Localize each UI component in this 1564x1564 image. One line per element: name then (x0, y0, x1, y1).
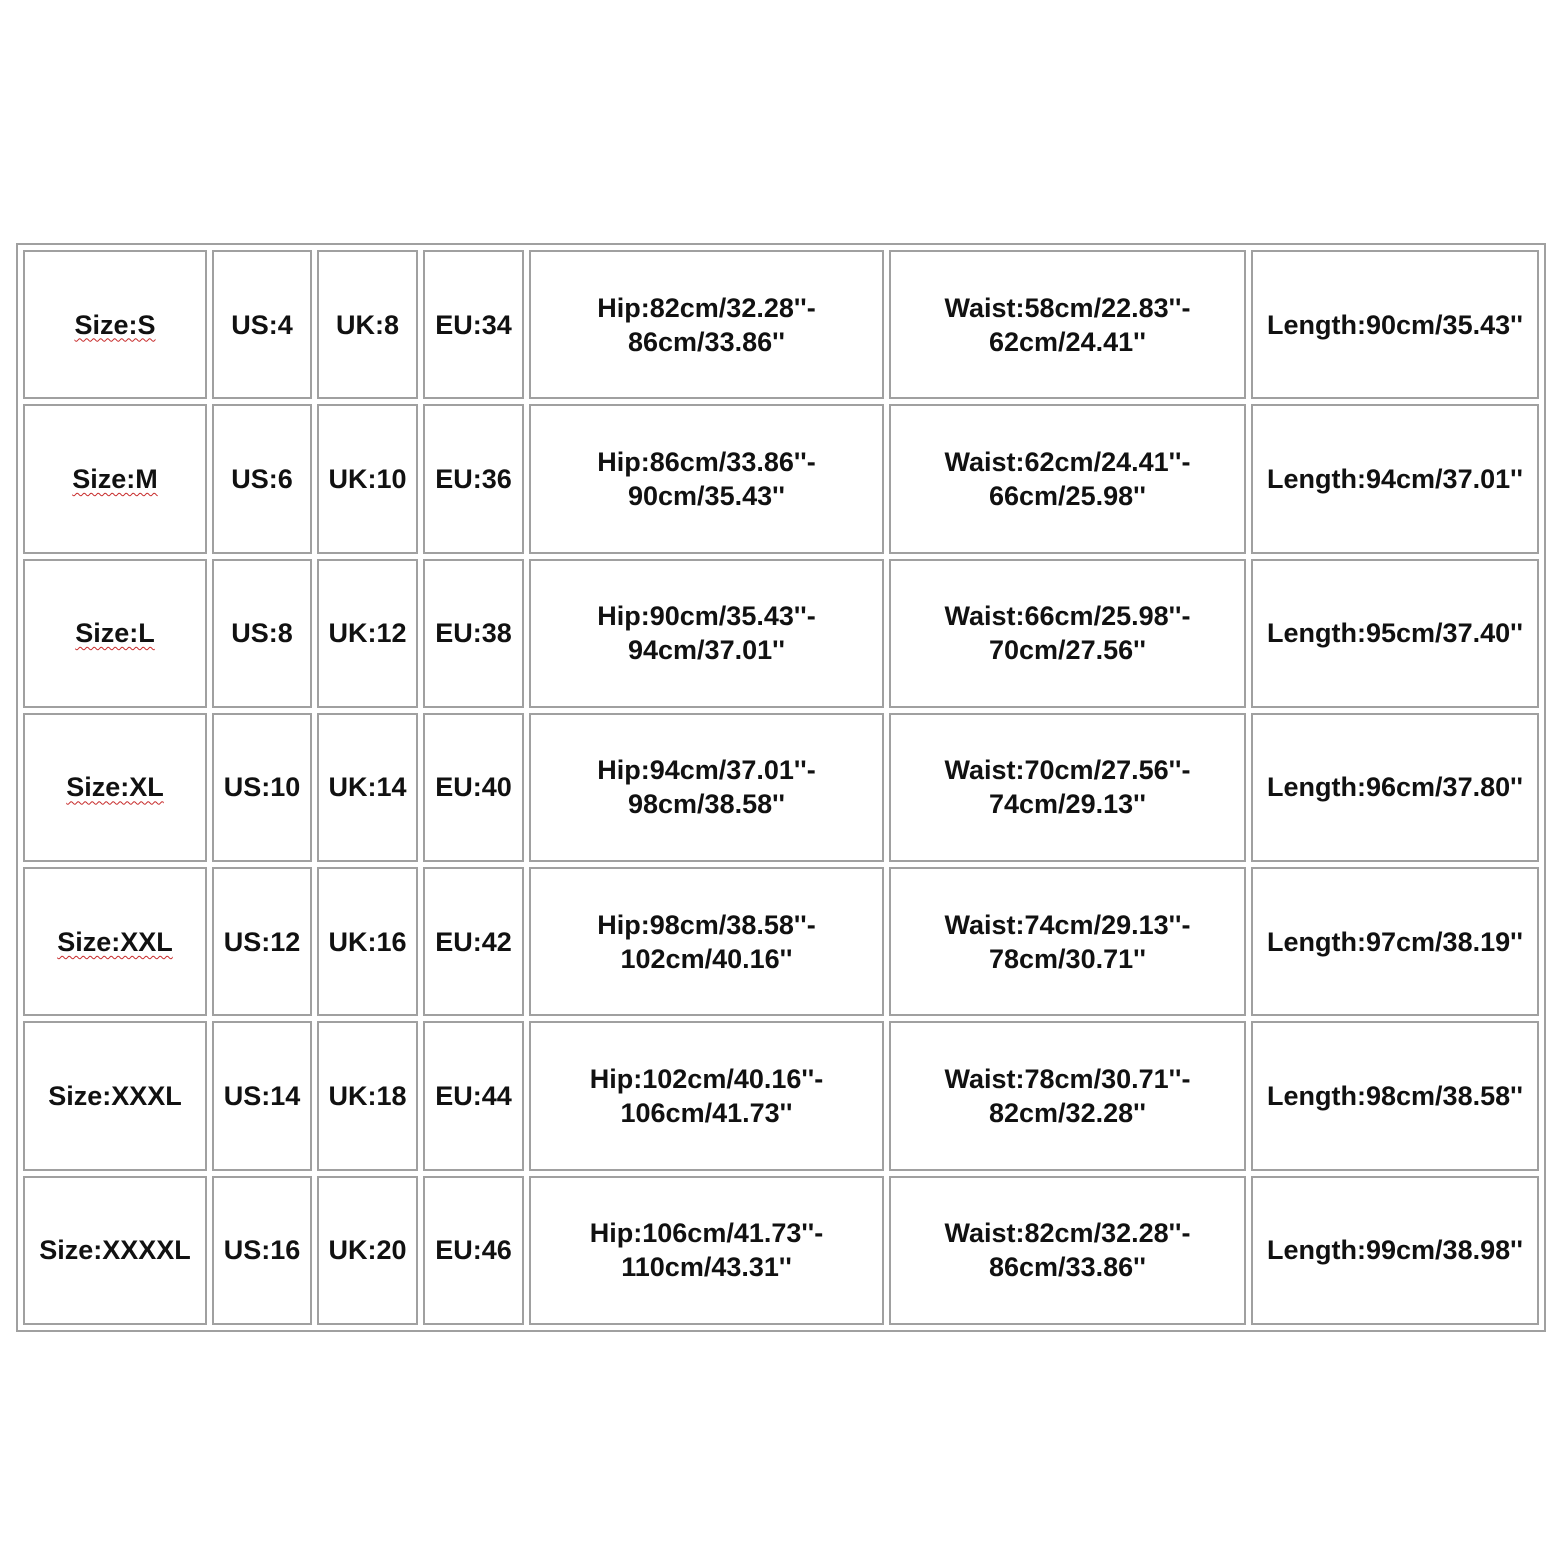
us-size-cell: US:16 (212, 1176, 312, 1325)
waist-cell (889, 250, 1246, 399)
table-row (23, 1021, 1539, 1170)
uk-size-cell: UK:8 (317, 250, 418, 399)
size-cell (23, 1021, 207, 1170)
size-label: Size:XXL (57, 926, 173, 957)
waist-cell (889, 713, 1246, 862)
uk-size-cell: UK:12 (317, 559, 418, 708)
length-cell: Length:98cm/38.58'' (1251, 1021, 1539, 1170)
waist-cell (889, 867, 1246, 1016)
hip-cell (529, 250, 884, 399)
eu-size-cell: EU:42 (423, 867, 524, 1016)
hip-line-2: 110cm/43.31'' (621, 1252, 792, 1283)
hip-cell (529, 867, 884, 1016)
hip-line-2: 94cm/37.01'' (628, 635, 785, 666)
hip-line-2: 86cm/33.86'' (628, 326, 785, 357)
us-size-cell: US:4 (212, 250, 312, 399)
uk-size-cell: UK:10 (317, 404, 418, 553)
us-size-cell: US:8 (212, 559, 312, 708)
table-row (23, 1176, 1539, 1325)
table-row (23, 404, 1539, 553)
size-label: Size:XXXXL (39, 1235, 191, 1266)
eu-size-cell: EU:44 (423, 1021, 524, 1170)
waist-line-1: Waist:74cm/29.13''- (944, 909, 1191, 940)
size-label: Size:S (74, 309, 156, 340)
waist-line-2: 78cm/30.71'' (989, 943, 1146, 974)
hip-line-2: 106cm/41.73'' (620, 1098, 793, 1129)
hip-cell (529, 1021, 884, 1170)
uk-size-cell: UK:16 (317, 867, 418, 1016)
waist-line-2: 86cm/33.86'' (989, 1252, 1146, 1283)
us-size-cell: US:6 (212, 404, 312, 553)
size-label: Size:XXXL (48, 1081, 182, 1112)
waist-line-1: Waist:82cm/32.28''- (944, 1218, 1191, 1249)
table-row (23, 867, 1539, 1016)
size-cell (23, 713, 207, 862)
hip-line-1: Hip:106cm/41.73''- (589, 1218, 824, 1249)
hip-line-1: Hip:82cm/32.28''- (597, 292, 816, 323)
waist-line-2: 82cm/32.28'' (989, 1098, 1146, 1129)
length-cell: Length:95cm/37.40'' (1251, 559, 1539, 708)
length-cell: Length:90cm/35.43'' (1251, 250, 1539, 399)
waist-line-2: 70cm/27.56'' (989, 635, 1146, 666)
waist-line-1: Waist:66cm/25.98''- (944, 601, 1191, 632)
hip-cell (529, 713, 884, 862)
hip-line-2: 102cm/40.16'' (620, 943, 793, 974)
hip-cell (529, 1176, 884, 1325)
waist-cell (889, 1176, 1246, 1325)
waist-cell (889, 1021, 1246, 1170)
table-row (23, 559, 1539, 708)
eu-size-cell: EU:46 (423, 1176, 524, 1325)
hip-line-1: Hip:98cm/38.58''- (597, 909, 816, 940)
size-cell (23, 250, 207, 399)
us-size-cell: US:10 (212, 713, 312, 862)
eu-size-cell: EU:40 (423, 713, 524, 862)
table-row (23, 713, 1539, 862)
eu-size-cell: EU:34 (423, 250, 524, 399)
size-label: Size:XL (66, 772, 164, 803)
size-cell (23, 1176, 207, 1325)
waist-line-2: 74cm/29.13'' (989, 789, 1146, 820)
waist-line-1: Waist:70cm/27.56''- (944, 755, 1191, 786)
size-cell (23, 404, 207, 553)
waist-cell (889, 404, 1246, 553)
length-cell: Length:99cm/38.98'' (1251, 1176, 1539, 1325)
hip-line-1: Hip:86cm/33.86''- (597, 446, 816, 477)
us-size-cell: US:14 (212, 1021, 312, 1170)
hip-line-1: Hip:94cm/37.01''- (597, 755, 816, 786)
uk-size-cell: UK:18 (317, 1021, 418, 1170)
table-row (23, 250, 1539, 399)
hip-line-2: 98cm/38.58'' (628, 789, 785, 820)
hip-cell (529, 559, 884, 708)
length-cell: Length:94cm/37.01'' (1251, 404, 1539, 553)
size-label: Size:M (72, 463, 158, 494)
hip-line-1: Hip:90cm/35.43''- (597, 601, 816, 632)
length-cell: Length:96cm/37.80'' (1251, 713, 1539, 862)
eu-size-cell: EU:38 (423, 559, 524, 708)
size-chart-body (23, 250, 1539, 1325)
size-label: Size:L (75, 618, 155, 649)
eu-size-cell: EU:36 (423, 404, 524, 553)
length-cell: Length:97cm/38.19'' (1251, 867, 1539, 1016)
size-cell (23, 559, 207, 708)
waist-cell (889, 559, 1246, 708)
us-size-cell: US:12 (212, 867, 312, 1016)
hip-cell (529, 404, 884, 553)
uk-size-cell: UK:14 (317, 713, 418, 862)
hip-line-2: 90cm/35.43'' (628, 480, 785, 511)
hip-line-1: Hip:102cm/40.16''- (589, 1064, 824, 1095)
uk-size-cell: UK:20 (317, 1176, 418, 1325)
waist-line-1: Waist:78cm/30.71''- (944, 1064, 1191, 1095)
size-chart-table (16, 243, 1546, 1332)
waist-line-1: Waist:58cm/22.83''- (944, 292, 1191, 323)
waist-line-2: 62cm/24.41'' (989, 326, 1146, 357)
size-cell (23, 867, 207, 1016)
waist-line-1: Waist:62cm/24.41''- (944, 446, 1191, 477)
waist-line-2: 66cm/25.98'' (989, 480, 1146, 511)
